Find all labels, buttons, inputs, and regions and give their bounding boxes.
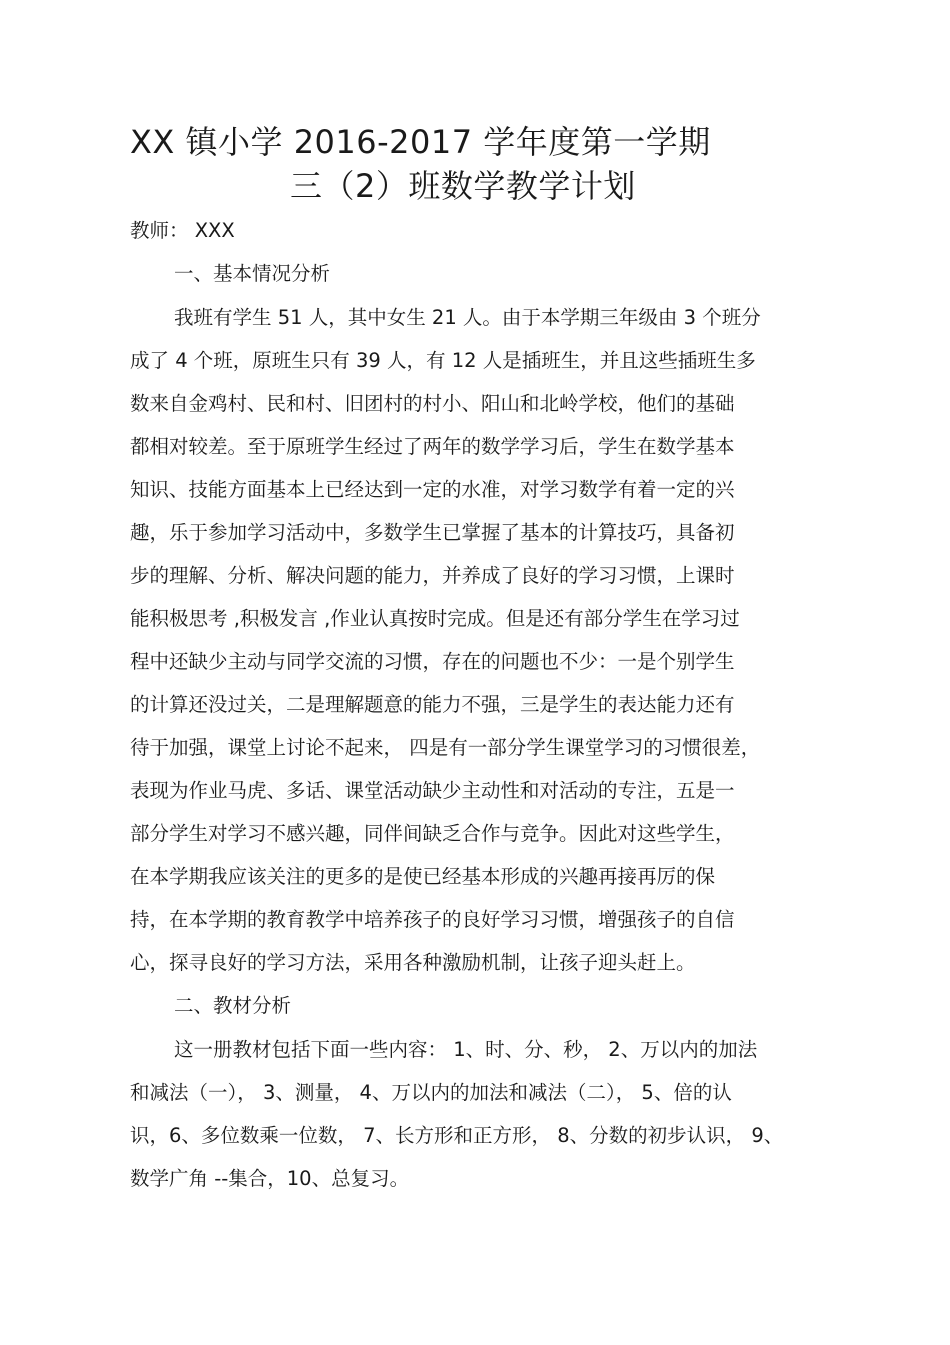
section-1-line: 心，探寻良好的学习方法，采用各种激励机制，让孩子迎头赶上。 [130,951,696,974]
section-1-line: 程中还缺少主动与同学交流的习惯，存在的问题也不少：一是个别学生 [130,650,735,673]
section-1-line: 都相对较差。至于原班学生经过了两年的数学学习后，学生在数学基本 [130,435,735,458]
document-title-line-1: XX 镇小学 2016-2017 学年度第一学期 [130,123,711,161]
section-1-line: 我班有学生 51 人，其中女生 21 人。由于本学期三年级由 3 个班分 [174,306,761,329]
section-2-heading: 二、教材分析 [174,994,292,1017]
section-1-line: 数来自金鸡村、民和村、旧团村的村小、阳山和北岭学校，他们的基础 [130,392,735,415]
section-2-line: 和减法（一）， 3、测量， 4、万以内的加法和减法（二）， 5、倍的认 [130,1081,732,1104]
section-1-line: 知识、技能方面基本上已经达到一定的水准，对学习数学有着一定的兴 [130,478,735,501]
section-1-line: 趣，乐于参加学习活动中，多数学生已掌握了基本的计算技巧，具备初 [130,521,735,544]
document-title-line-2: 三（2）班数学教学计划 [290,167,636,205]
teacher-line: 教师： XXX [130,219,235,242]
section-2-line: 这一册教材包括下面一些内容： 1、时、分、秒， 2、万以内的加法 [174,1038,758,1061]
section-1-line: 部分学生对学习不感兴趣，同伴间缺乏合作与竞争。因此对这些学生， [130,822,735,845]
section-1-line: 表现为作业马虎、多话、课堂活动缺少主动性和对活动的专注，五是一 [130,779,735,802]
section-1-heading: 一、基本情况分析 [174,262,331,285]
section-1-line: 持，在本学期的教育教学中培养孩子的良好学习习惯，增强孩子的自信 [130,908,735,931]
section-1-line: 在本学期我应该关注的更多的是使已经基本形成的兴趣再接再厉的保 [130,865,716,888]
section-1-line: 能积极思考 ,积极发言 ,作业认真按时完成。但是还有部分学生在学习过 [130,607,740,630]
section-2-line: 数学广角 --集合，10、总复习。 [130,1167,410,1190]
section-1-line: 待于加强，课堂上讨论不起来， 四是有一部分学生课堂学习的习惯很差， [130,736,761,759]
section-1-line: 步的理解、分析、解决问题的能力，并养成了良好的学习习惯，上课时 [130,564,735,587]
section-1-line: 成了 4 个班，原班生只有 39 人，有 12 人是插班生，并且这些插班生多 [130,349,756,372]
section-1-line: 的计算还没过关，二是理解题意的能力不强，三是学生的表达能力还有 [130,693,735,716]
section-2-line: 识，6、多位数乘一位数， 7、长方形和正方形， 8、分数的初步认识， 9、 [130,1124,784,1147]
